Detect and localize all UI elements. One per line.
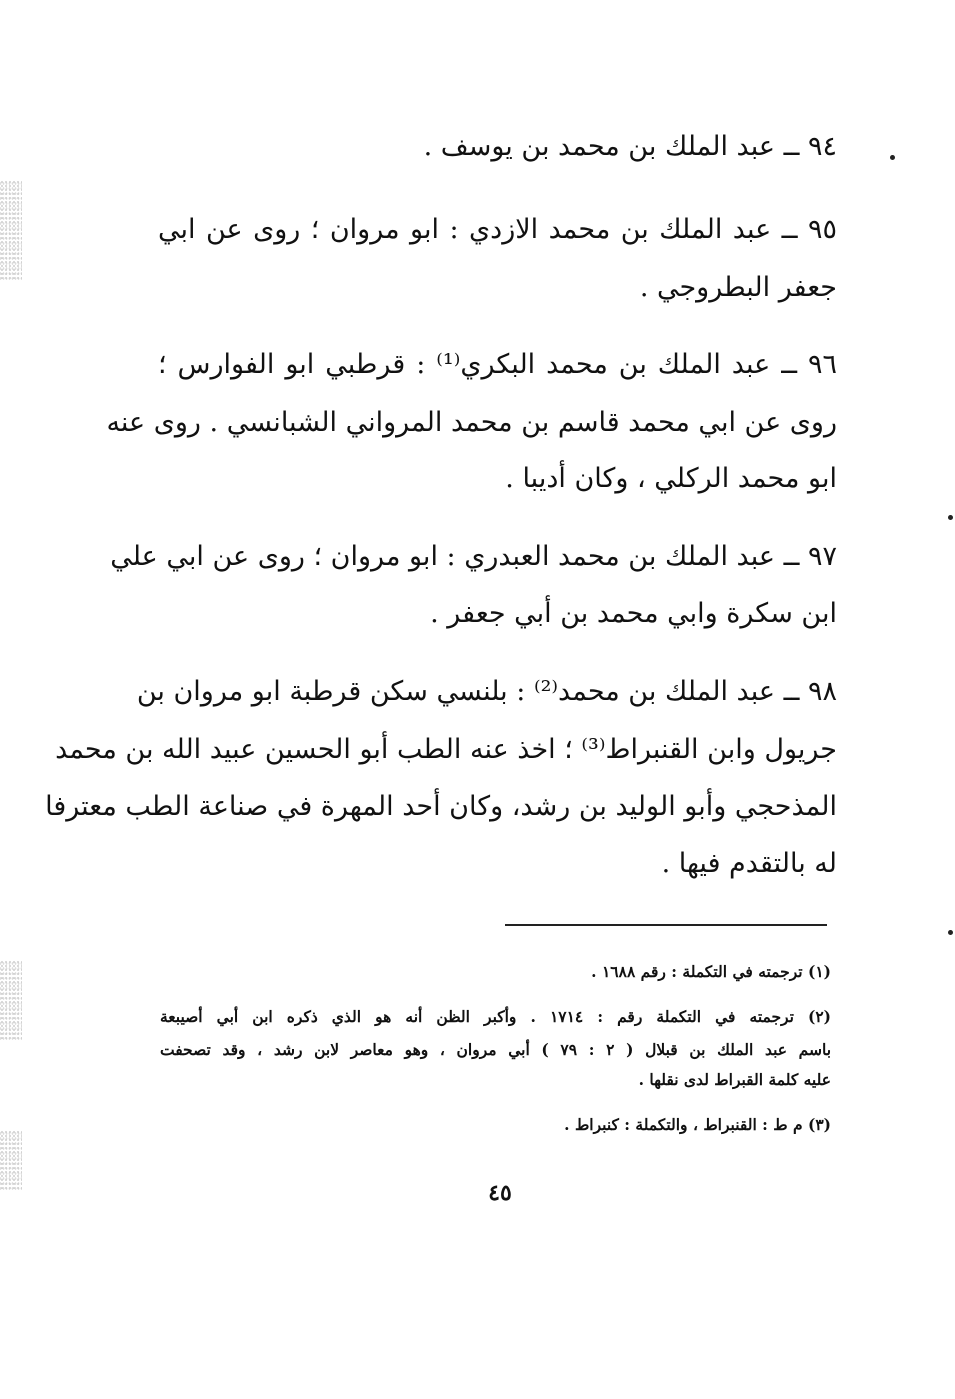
entry-96-line-3: ابو محمد الركلي ، وكان أديبا . xyxy=(505,463,837,494)
scan-edge-texture xyxy=(0,1130,22,1190)
entry-98-line-4: له بالتقدم فيها . xyxy=(661,848,837,879)
entry-95-line-2: جعفر البطروجي . xyxy=(639,272,837,303)
footnote-2-line-2: باسم عبد الملك بن قبلال ( ٢ : ٧٩ ) أبي مروان ، وهو معاصر لابن رشد ، وقد تصحفت xyxy=(160,1040,832,1059)
entry-96-line-2: روى عن ابي محمد قاسم بن محمد المرواني الشبانسي . روى عنه xyxy=(106,407,837,438)
footnote-3: (٣) م ط : القنبراط ، والتكملة : كنبراط . xyxy=(564,1115,831,1134)
page-number: ٤٥ xyxy=(488,1180,512,1206)
entry-97-line-2: ابن سكرة وابي محمد بن أبي جعفر . xyxy=(430,598,837,629)
footnote-1: (١) ترجمته في التكملة : رقم ١٦٨٨ . xyxy=(591,962,831,981)
entry-98-line-2: جريول وابن القنبراط⁽³⁾ ؛ اخذ عنه الطب أبو الحسين عبيد الله بن محمد xyxy=(55,734,837,765)
scan-speck xyxy=(890,155,895,160)
scan-speck xyxy=(948,930,953,935)
scan-edge-texture xyxy=(0,180,22,280)
entry-94-line-1: ٩٤ ــ عبد الملك بن محمد بن يوسف . xyxy=(423,131,837,162)
scan-speck xyxy=(948,515,953,520)
footnote-2-line-1: (٢) ترجمته في التكملة رقم : ١٧١٤ . وأكبر الظن أنه هو الذي ذكره ابن أبي أصيبعة xyxy=(160,1007,831,1026)
entry-98-line-1: ٩٨ ــ عبد الملك بن محمد⁽²⁾ : بلنسي سكن قرطبة ابو مروان بن xyxy=(136,676,837,707)
entry-96-line-1: ٩٦ ــ عبد الملك بن محمد البكري⁽¹⁾ : قرطبي ابو الفوارس ؛ xyxy=(158,349,838,380)
entry-95-line-1: ٩٥ ــ عبد الملك بن محمد الازدي : ابو مروان ؛ روى عن ابي xyxy=(158,214,837,245)
footnote-2-line-3: عليه كلمة القبراط لدى نقلها . xyxy=(638,1070,831,1089)
footnote-separator xyxy=(505,924,827,926)
scan-edge-texture xyxy=(0,960,22,1040)
entry-97-line-1: ٩٧ ــ عبد الملك بن محمد العبدري : ابو مروان ؛ روى عن ابي علي xyxy=(110,541,837,572)
entry-98-line-3: المذحجي وأبو الوليد بن رشد، وكان أحد المهرة في صناعة الطب معترفا xyxy=(45,791,837,822)
